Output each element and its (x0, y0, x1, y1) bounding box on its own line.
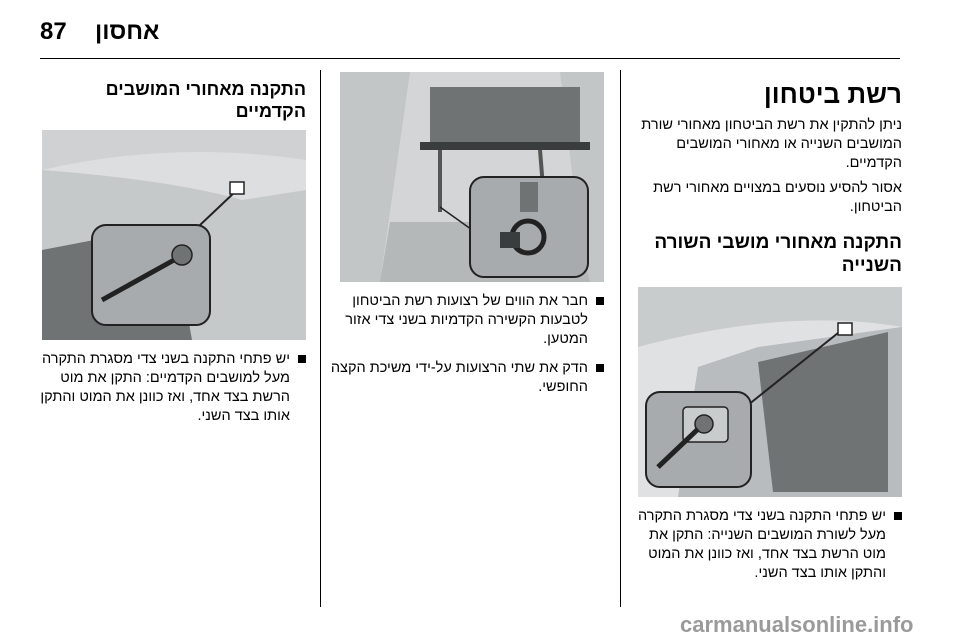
bullet-attach-hooks: חבר את הווים של רצועות רשת הביטחון לטבעות הקשירה הקדמיות בשני צדי אזור המטען. (330, 292, 604, 349)
bullet-tighten-straps: הדק את שתי הרצועות על-ידי משיכת הקצה החופשי. (330, 359, 604, 397)
watermark: carmanualsonline.info (680, 612, 914, 637)
page-number: 87 (40, 18, 67, 45)
illustration-strap-hooks (340, 72, 604, 282)
intro-paragraph: ניתן להתקין את רשת הביטחון מאחורי שורת המושבים השנייה או מאחורי המושבים הקדמיים. (641, 117, 902, 171)
front-seats-subheading: התקנה מאחורי המושבים הקדמיים (105, 79, 306, 121)
safety-net-heading: רשת ביטחון (763, 79, 902, 109)
illustration-front-seats-mount (42, 130, 306, 340)
left-column (36, 72, 306, 426)
second-row-subheading: התקנה מאחורי מושבי השורה השנייה (654, 232, 902, 276)
column-divider-right (620, 70, 621, 607)
column-divider-left (320, 70, 321, 607)
right-column (624, 72, 902, 583)
header-rule (40, 58, 900, 59)
warning-paragraph: אסור להסיע נוסעים במצויים מאחורי רשת הביטחון. (653, 180, 902, 215)
bullet-front-seats-mount: יש פתחי התקנה בשני צדי מסגרת התקרה מעל למושבים הקדמיים: התקן את מוט הרשת בצד אחד, ואז כוונן את המוט והתקן אותו בצד השני. (36, 350, 306, 426)
page-header (0, 0, 960, 60)
illustration-second-row-mount (638, 287, 902, 497)
bullet-second-row-mount: יש פתחי התקנה בשני צדי מסגרת התקרה מעל לשורת המושבים השנייה: התקן את מוט הרשת בצד אחד, ואז כוונן את המוט והתקן אותו בצד השני. (624, 507, 902, 583)
section-title: אחסון (95, 18, 160, 45)
middle-column (330, 72, 604, 397)
